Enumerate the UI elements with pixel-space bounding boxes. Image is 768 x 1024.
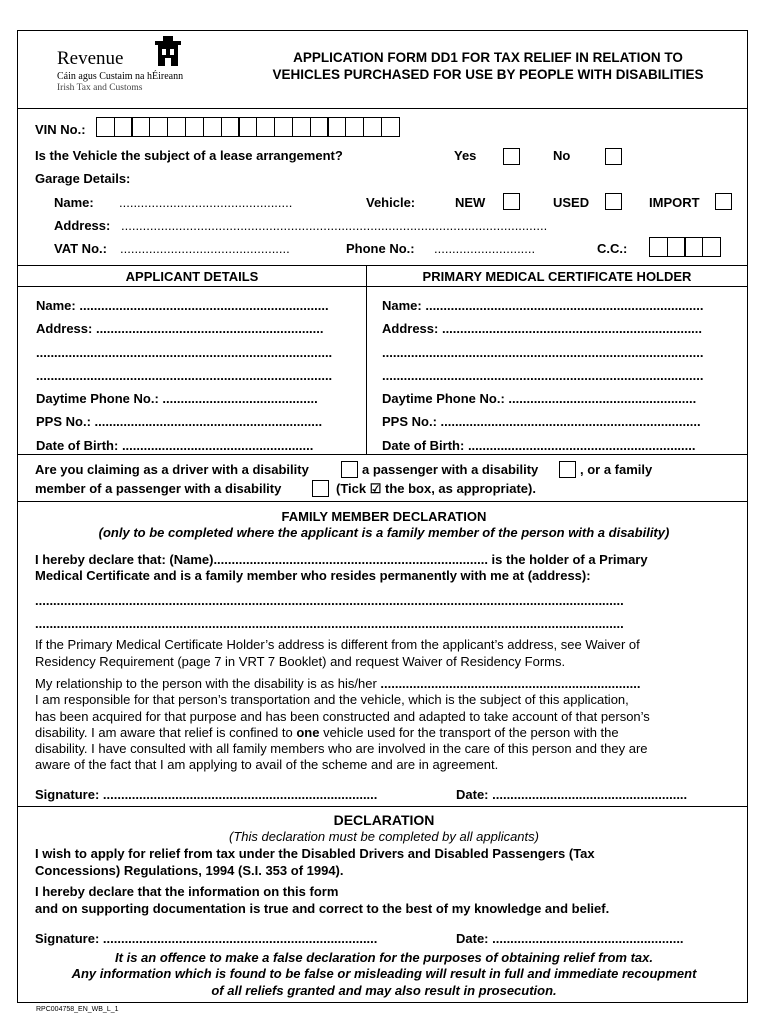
logo-english: Irish Tax and Customs bbox=[57, 83, 143, 93]
vehicle-used-checkbox[interactable] bbox=[605, 193, 622, 210]
declaration-subheading: (This declaration must be completed by all applicants) bbox=[229, 829, 539, 844]
declaration-hereby-line2: and on supporting documentation is true and correct to the best of my knowledge and belief. bbox=[35, 901, 610, 916]
lease-yes-checkbox[interactable] bbox=[503, 148, 520, 165]
garage-label: Garage Details: bbox=[35, 171, 131, 186]
cc-input[interactable] bbox=[650, 237, 721, 257]
applicant-pps-field[interactable]: PPS No.: ............................................................... bbox=[36, 414, 323, 429]
applicant-address-line2[interactable]: .................................................................................. bbox=[36, 368, 333, 383]
claim-driver-checkbox[interactable] bbox=[341, 461, 358, 478]
claim-passenger-checkbox[interactable] bbox=[559, 461, 576, 478]
pmc-name-field[interactable]: Name: ............................................................................. bbox=[382, 298, 704, 313]
lease-no-label: No bbox=[553, 148, 571, 163]
family-subheading: (only to be completed where the applicant is a family member of the person with a disability) bbox=[98, 525, 670, 540]
family-address-line1[interactable]: ................................................................................................................................................................... bbox=[35, 593, 624, 608]
form-title-line1: APPLICATION FORM DD1 FOR TAX RELIEF IN RELATION TO bbox=[293, 50, 683, 65]
vin-label: VIN No.: bbox=[35, 122, 86, 137]
family-declare-line2: Medical Certificate and is a family member who resides permanently with me at (address): bbox=[35, 568, 591, 583]
relationship-field[interactable]: ........................................................................ bbox=[380, 676, 641, 691]
lease-question: Is the Vehicle the subject of a lease arrangement? bbox=[35, 148, 343, 163]
declaration-wish-line1: I wish to apply for relief from tax under the Disabled Drivers and Disabled Passengers (Tax bbox=[35, 846, 595, 861]
vehicle-type-label: Vehicle: bbox=[366, 195, 416, 210]
claim-family-checkbox[interactable] bbox=[312, 480, 329, 497]
applicant-address-field[interactable]: Address: ............................................................... bbox=[36, 321, 324, 336]
footer-code: RPC004758_EN_WB_L_1 bbox=[36, 1006, 119, 1013]
pmc-pps-field[interactable]: PPS No.: ........................................................................ bbox=[382, 414, 701, 429]
relationship-line5: disability. I have consulted with all family members who are involved in the care of this person and they are bbox=[35, 741, 648, 756]
logo-name: Revenue bbox=[57, 48, 124, 69]
pmc-heading: PRIMARY MEDICAL CERTIFICATE HOLDER bbox=[422, 269, 692, 284]
pmc-dob-field[interactable]: Date of Birth: ............................................................... bbox=[382, 438, 696, 453]
vehicle-import-checkbox[interactable] bbox=[715, 193, 732, 210]
warning-line3: of all reliefs granted and may also result in prosecution. bbox=[211, 983, 557, 998]
waiver-text-line2: Residency Requirement (page 7 in VRT 7 Booklet) and request Waiver of Residency Forms. bbox=[35, 654, 566, 669]
family-signature-field[interactable]: Signature: ............................................................................ bbox=[35, 787, 378, 802]
relationship-line1: My relationship to the person with the disability is as his/her ........................................................................ bbox=[35, 676, 641, 691]
declaration-wish-line2: Concessions) Regulations, 1994 (S.I. 353 of 1994). bbox=[35, 863, 344, 878]
declaration-heading: DECLARATION bbox=[333, 812, 435, 828]
family-address-line2[interactable]: ................................................................................................................................................................... bbox=[35, 616, 624, 631]
applicant-dob-field[interactable]: Date of Birth: ..................................................... bbox=[36, 438, 314, 453]
garage-name-field[interactable]: ................................................ bbox=[119, 195, 293, 210]
vehicle-new-checkbox[interactable] bbox=[503, 193, 520, 210]
vehicle-new-label: NEW bbox=[455, 195, 486, 210]
declaration-signature-field[interactable]: Signature: ............................................................................ bbox=[35, 931, 378, 946]
claim-family-label-b: member of a passenger with a disability bbox=[35, 481, 282, 496]
relationship-line6: aware of the fact that I am applying to avail of the scheme and are in agreement. bbox=[35, 757, 499, 772]
pmc-address-field[interactable]: Address: ........................................................................ bbox=[382, 321, 703, 336]
garage-address-field[interactable]: ...................................................................................................................... bbox=[121, 218, 548, 233]
claim-tick-instruction: (Tick ☑ the box, as appropriate). bbox=[336, 481, 536, 496]
pmc-address-line1[interactable]: ......................................................................................... bbox=[382, 345, 704, 360]
phone-field[interactable]: ............................ bbox=[434, 241, 536, 256]
pmc-address-line2[interactable]: ......................................................................................... bbox=[382, 368, 704, 383]
waiver-text-line1: If the Primary Medical Certificate Holder’s address is different from the applicant’s address, see Waiver of bbox=[35, 637, 640, 652]
lease-yes-label: Yes bbox=[454, 148, 477, 163]
vat-field[interactable]: ............................................... bbox=[120, 241, 290, 256]
relationship-line3: has been acquired for that purpose and has been constructed and adapted to take account of that person’s bbox=[35, 709, 650, 724]
pmc-phone-field[interactable]: Daytime Phone No.: .................................................... bbox=[382, 391, 697, 406]
applicant-name-field[interactable]: Name: ..................................................................... bbox=[36, 298, 329, 313]
cc-label: C.C.: bbox=[597, 241, 628, 256]
applicant-address-line1[interactable]: .................................................................................. bbox=[36, 345, 333, 360]
form-title-line2: VEHICLES PURCHASED FOR USE BY PEOPLE WITH DISABILITIES bbox=[272, 67, 704, 82]
declaration-date-field[interactable]: Date: ..................................................... bbox=[456, 931, 684, 946]
relationship-line4: disability. I am aware that relief is confined to one vehicle used for the transport of the person with the bbox=[35, 725, 619, 740]
claim-passenger-label: a passenger with a disability bbox=[362, 462, 539, 477]
vin-input[interactable] bbox=[97, 117, 400, 137]
vehicle-import-label: IMPORT bbox=[649, 195, 700, 210]
garage-address-label: Address: bbox=[54, 218, 111, 233]
family-heading: FAMILY MEMBER DECLARATION bbox=[281, 509, 487, 524]
phone-label: Phone No.: bbox=[346, 241, 415, 256]
relationship-line2: I am responsible for that person’s transportation and the vehicle, which is the subject of this application, bbox=[35, 692, 629, 707]
applicant-phone-field[interactable]: Daytime Phone No.: ........................................... bbox=[36, 391, 318, 406]
logo-irish: Cáin agus Custaim na hÉireann bbox=[57, 71, 184, 82]
lease-no-checkbox[interactable] bbox=[605, 148, 622, 165]
claim-driver-label: Are you claiming as a driver with a disability bbox=[35, 462, 309, 477]
warning-line2: Any information which is found to be false or misleading will result in full and immediate recoupment bbox=[71, 966, 697, 981]
warning-line1: It is an offence to make a false declaration for the purposes of obtaining relief from tax. bbox=[115, 950, 653, 965]
vehicle-used-label: USED bbox=[553, 195, 590, 210]
declaration-hereby-line1: I hereby declare that the information on this form bbox=[35, 884, 339, 899]
family-date-field[interactable]: Date: ...................................................... bbox=[456, 787, 688, 802]
vat-label: VAT No.: bbox=[54, 241, 107, 256]
garage-name-label: Name: bbox=[54, 195, 94, 210]
family-declare-line1[interactable]: I hereby declare that: (Name)............................................................................ is the holder of a Primary bbox=[35, 552, 648, 567]
claim-family-label-a: , or a family bbox=[580, 462, 653, 477]
applicant-heading: APPLICANT DETAILS bbox=[125, 269, 259, 284]
